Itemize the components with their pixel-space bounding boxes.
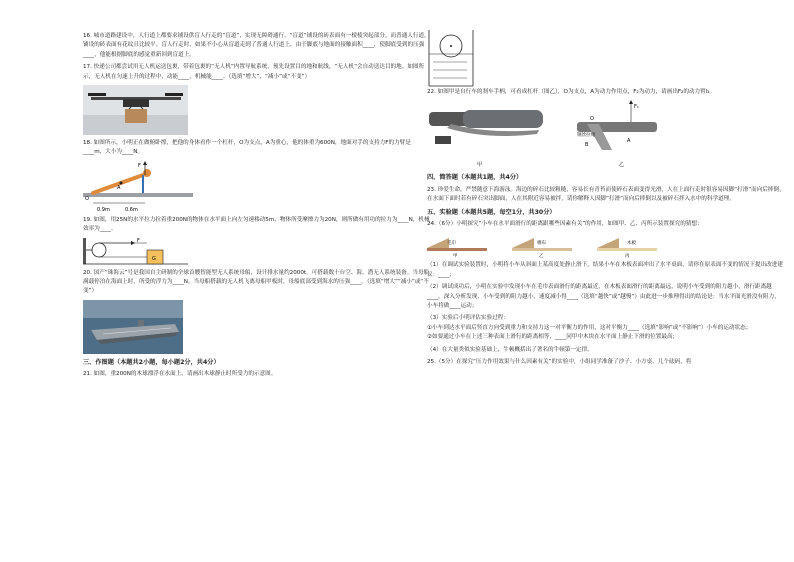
question-24-part-3a: ①小车到达水平面后竖直方向受到重力和支持力这一对平衡力的作用，这对平衡力____（选填“影响”或“不影响”）小车的运动状态； (427, 324, 752, 331)
section-4-heading: 四、简答题（本题共1题，共4分） (427, 174, 523, 182)
block-label-G: G (152, 255, 156, 262)
question-21: 21. 如图，重200N的木球漂浮在水面上，请画出木球静止时所受力的示意图。 (83, 371, 277, 378)
question-18: 18. 如图所示，小明正在做俯卧撑，把他的身体看作一个杠杆，O为支点，A为重心，他的体重为600N，地面对手的支持力F的力臂是____m，大小为____N。 (83, 140, 411, 156)
question-24: 24.（6分）小明探究“小车在水平面滑行的距离跟哪些因素有关”的作用，如图甲、乙、丙所示装置探究的猜想： (427, 221, 703, 228)
surface-label-wood: 木板 (627, 241, 636, 247)
cable-label: 钢丝拉绳 (577, 133, 595, 139)
question-24-part-4: （4）在大量类似实验基础上，牛顿概括出了著名的牛顿第一定律。 (427, 346, 593, 353)
figure-label-jia: 甲 (477, 162, 483, 169)
figure-label-yi: 乙 (539, 254, 544, 259)
question-23: 23. 珍爱生命，严禁随意下海游泳。海边的碎石比较粗糙，容易长有青苔而使碎石表面变得光滑，人在上面行走时很容易因脚“打滑”而向后摔倒。在水面下面时若有碎石突出脚面，人在其附近容易被拌，请你解释人因脚“打滑”而向后摔倒以及被碎石拌入水中的科学道理。 (427, 186, 785, 203)
ramp-diagram (427, 232, 677, 258)
question-25: 25.（5分）在探究“压力作用效果与什么因素有关”的实验中，小组同学准备了沙子、小方桌、几个砝码，将 (427, 359, 692, 366)
question-22: 22. 如图甲是自行车的刹车手柄，可看成杠杆（图乙），O为支点，A为动力作用点，F₂为动力，请画出F₂的动力臂l₂。 (427, 89, 716, 95)
pivot-label-O: O (590, 116, 594, 123)
surface-label-cotton: 棉布 (537, 241, 546, 247)
brake-diagram (427, 100, 677, 170)
ramp-figure (427, 232, 677, 258)
left-column (83, 32, 433, 383)
question-20: 20. 国产“珠海云”号是我国自主研制的全球首艘智能型无人系统母船，设计排水量约2000t，可搭载数十台空、海、潜无人系统装备。当母船满载停泊在海面上时，所受的浮力为____N。当母船搭载的无人机飞离母船甲板时，母船底部受到海水的压强____。（选填“增大”“减小”或“不变”） (83, 269, 430, 295)
question-24-part-1: （1）在调试实验装置时，小明将小车从斜面上某高度处静止滑下，结果小车在木板表面冲出了水平桌面，请你在原表面不变的情况下提出改进建议：____； (427, 262, 783, 278)
right-column (427, 32, 785, 368)
drone-image (83, 85, 188, 135)
section-3-heading: 三、作图题（本题共2小题，每小题2分，共4分） (83, 358, 220, 366)
force-label-F: F (137, 237, 140, 244)
question-19: 19. 如图，用25N的水平拉力拉着重200N的物体在水平面上向左匀速移动5m，物体所受摩擦力为20N，则所做有用功的拉力为____N，机械效率为____。 (83, 216, 430, 233)
gravity-center-label-A: A (117, 184, 121, 191)
ship-figure (83, 300, 183, 354)
floating-ball-figure (427, 28, 475, 88)
point-label-B: B (585, 142, 589, 149)
pulley-figure (83, 238, 193, 266)
distance-label-1: 0.9m (97, 206, 110, 213)
fulcrum-label-O: O (85, 195, 89, 202)
ship-photo (83, 300, 183, 354)
force-label-F: F (138, 162, 141, 169)
drone-figure (83, 85, 188, 135)
point-label-A: A (627, 138, 631, 145)
question-24-part-3: （3）实验后小明评估实验过程： (427, 315, 509, 322)
question-24-part-2: （2）调试成功后，小明在实验中发现小车在毛巾表面滑行的距离最近，在木板表面滑行的距离最远，说明小车受到的阻力越小，滑行距离越____。深入分析发现，小车受到的阻力越小，速度减小得____（选填“越快”或“越慢”）由此进一步推理得出的结论是：当水平面光滑没有阻力，小车将做____运动； (427, 284, 780, 310)
question-17: 17. 快递公司都尝试用无人机运送包裹，带着包裹的“无人机”内置导航系统，预先设置目的地和航线，“无人机”会自动送达目的地。如图所示，无人机在匀速上升的过程中，动能____，机械能____。（选填“增大”、“减小”或“不变”） (83, 64, 425, 80)
section-5-heading: 五、实验题（本题共5题，每空1分，共30分） (427, 208, 556, 216)
force-label-F1: F₁ (634, 104, 639, 111)
figure-label-yi: 乙 (619, 162, 625, 169)
pushup-figure (83, 161, 193, 213)
question-24-part-3b: ②如要通过小车在上述三种表面上滑行的距离相等，____同甲中木块在水平面上静止下滑的位置最高； (427, 334, 679, 341)
figure-label-bing: 丙 (625, 254, 630, 259)
surface-label-towel: 毛巾 (447, 241, 456, 247)
pulley-diagram (83, 238, 193, 266)
figure-label-jia: 甲 (453, 254, 458, 259)
distance-label-2: 0.6m (125, 206, 138, 213)
pushup-diagram (83, 161, 193, 213)
floating-ball-diagram (427, 28, 475, 88)
question-16: 16. 城市道路建设中，人行道上都要求铺设供盲人行走的“盲道”，实现无障碍通行。“盲道”铺设的砖表面有一棱棱突起部分，而普通人行道，铺设的砖表面有花纹且比较平。盲人行走时，如果不小心从盲道走到了普通人行道上，由于脚底与地面的接触面积____，使脚底受到的压强____，他能根据脚底的感觉重新回到盲道上。 (83, 33, 430, 58)
brake-figure (427, 100, 677, 170)
